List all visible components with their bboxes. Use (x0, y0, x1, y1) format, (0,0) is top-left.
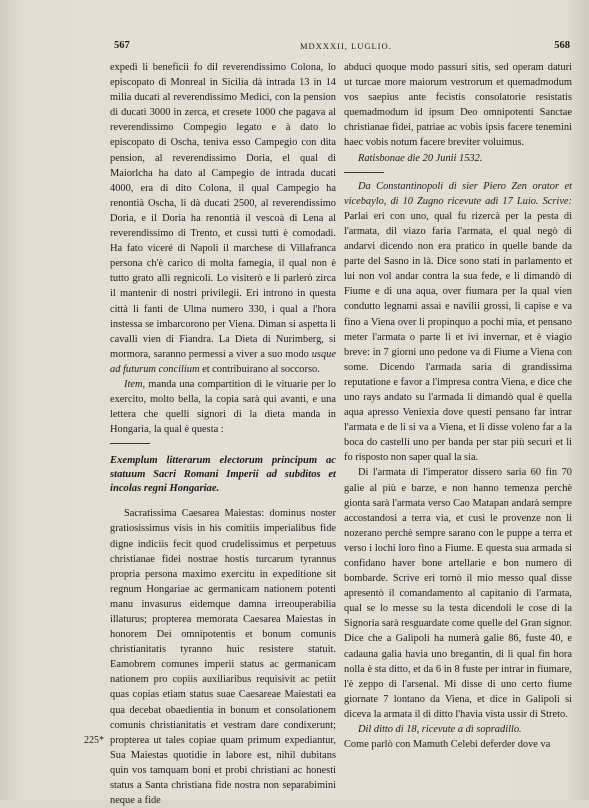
italic-text: Scrive: (542, 195, 572, 207)
left-column (110, 60, 336, 808)
paragraph (110, 60, 336, 377)
paragraph-text: manda una compartition di le vituarie per lo exercito, molto bella, la copia sarà qui avanti, e una lettera che quelli signori di la dieta manda in Hongaria, la qual è questa : (110, 378, 336, 436)
right-column (344, 60, 572, 752)
page-header (110, 40, 570, 56)
italic-text: Dil ditto di 18, ricevute a dì sopradillo. (358, 724, 522, 736)
latin-letter-body: Sacratissima Caesarea Maiestas: dominus noster gratiosissimus visis in his comitiis imperialibus fide digne indiciis fecit quod crudelissimus et perpetuus christianae fidei nostrae hostis turcarum tyrannus propria persona maximo exercitu in expeditione sit regnum Hongariae ac germanicam nationem potenti manu invasurus eidemque damna irreouperabilia illaturus; propterea memorata Caesarea Maiestas in honorem Dei omnipotentis et bonum comunis christianitatis tyranno huic resistere statuit. Eamobrem comunes imperii status ac germanicam nationem pro copiis auxiliaribus requisivit ac petiit quas copias etiam status suae Caesareae Maiestati ea qua decebat obaedientia in bonum et consolationem comunis christianitatis et vestram dare condixerunt; propterea ut tales copiae quam primum expediantur, Sua Maiestas quotidie in labore est, nihil dubitans quin vos tamquam boni et probi christiani ac honesti status a Santa christiana fide nostra non separabimini neque a fide (110, 508, 336, 807)
running-title: MDXXXII, LUGLIO. (300, 41, 392, 51)
italic-text: usque ad futurum concilium (110, 348, 336, 375)
paragraph (110, 377, 336, 437)
signature-line: Ratisbonae die 20 Junii 1532. (358, 152, 483, 164)
page-number-right: 568 (554, 40, 570, 51)
divider (110, 443, 150, 444)
paragraph-text: et contribuirano al soccorso. (202, 363, 320, 375)
paragraph: Come parlò con Mamuth Celebi deferder dove va (344, 739, 551, 751)
paragraph: abduci quoque modo passuri sitis, sed operam daturi ut turcae more maiorum vestrorum et quemadmodum vos saepius ante fecistis consolatorie resistatis quemadmodum id ipsum Deo omnipotenti Sanctae christianae fidei, patriae ac vobis ipsis facere tenemini haec vobis notum facere breviter voluimus. (344, 62, 572, 149)
dispatch-heading: Da Constantinopoli di sier Piero Zen orator et vicebaylo, di 10 Zugno ricevute adì 17 Luio. (344, 180, 572, 207)
paragraph: Di l'armata di l'imperator dissero saria 60 fin 70 galie al più e barze, e non hanno temenza perchè gionta sarà l'armata verso Cao Matapan andarà sempre accostandosi a terra via, et cusì le provenze non li nozerano perchè sempre sarano con le puppe a terra et verso i lochi loro fino a Fiume. E questa sua armada si confidano haver bone artellarie e bon numero di bombarde. Scrive eri tornò il mio messo qual disse apresentò il comandamento al capitanio di l'armata, qual se lo messe su la testa dicendoli le cose di la Signoria sarà resguardate come quelle del Gran signor. Dice che a Galipoli ha numerà galie 86, fuste 40, e cadauna galia havia uno bregantin, di li qual fin hora nolla è sta ditto, et da 6 in 8 fuste per intrar in fiumare, l'è zeppo di l'arsenal. Mi disse di uno certo fiume giornate 7 lontano da Viena, et dice in Galipoli si diceva la armata il di ditto l'havia vista ussir di Streto. (344, 467, 572, 720)
paragraph-text: Parlai eri con uno, qual fu rizercà per la pesta di l'armata, dil viazo faria l'armata, el qual negò di andarvi dicendo non era pratico in quelle bande da parte del Sasno in là. Dice sono stati in parlamento et lui non vol andar contra la sua fede, e li dimandò di Fiume e di una aqua, over fiumara per la qual vien condutto legnami assai e navilii grossi, li capise e va fino a Viena over li propinquo a pochi mia, et pensano meter l'armata o parte li et ivi invernar, et è viagio breve: in 7 giorni uno pedone va di Fiume a Viena con some. Dicendo l'armada saria di grandissima reputatione e favor a l'impresa contra Viena, e dice che uno rays andato su l'armada li dimandò qual è quella aqua apresso Veniexia dove questi pensano far intrar l'armata e de li si va a Viena, et li disse voleno far a la boca do castelli uno per banda per star più securi et li fo risposto non saper qual la sia. (344, 210, 572, 464)
margin-number: 225* (84, 735, 104, 746)
dispatch-paragraph (344, 179, 572, 466)
paragraph-text: expedì li beneficii fo dil reverendissimo Colona, lo episcopato di Monreal in Sicilia dà intrada 13 in 14 milia ducati al reverendissimo Medici, con la pension di ducati 3000 in zerca, et cresete 1000 che pagava al reverendissimo Compegio legato e à dato lo episcopato di Oscha, teniva esso Campegio con dita pension, al reverendissimo Doria, el qual di Maiorlcha ha dato al Campegio de intrada ducati 4000, era di dito Colona, il qual Campegio ha renontià Oscha, li dà ducati 2500, al reverendissimo Doria, e il Doria ha renontià il vescoà di Lena al reverendissimo di Trento, et cussì tutti è comodadi. Ha fato viceré di Napoli il marchese di Villafranca persona ch'è carico di molta famegia, il qual non è tutto grato alli regnicoli. Lo visiterò e li parlerò zirca il mantenir di nostri privilegii. Eri introno in questa città li fanti de Ulma numero 330, i qual a l'hora instessa se imbarcorono per Viena. Diman si aspetta li cavalli vien di Fiandra. La Dieta di Nurimberg, si mormora, saranno permessi a viver a suo modo (110, 62, 336, 360)
page-number-left: 567 (114, 40, 130, 51)
italic-text: Item, (124, 378, 146, 390)
document-heading: Exemplum litterarum electorum principum ac statuum Sacri Romani Imperii ad subditos et incolas regni Hongariae. (110, 455, 336, 495)
dispatch-heading (344, 722, 572, 737)
divider (344, 172, 384, 173)
